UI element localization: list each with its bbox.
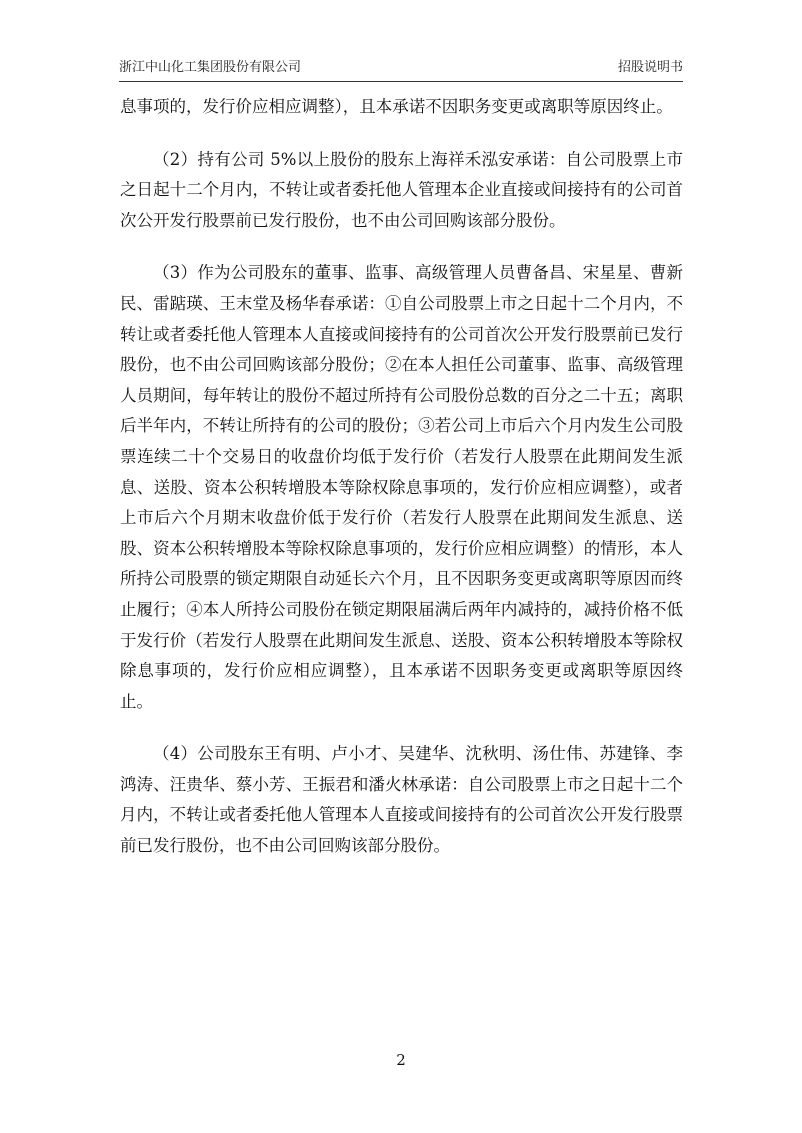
paragraph-commitment-3: （3）作为公司股东的董事、监事、高级管理人员曹备昌、宋星星、曹新民、雷踮瑛、王末堂及杨华春承诺：①自公司股票上市之日起十二个月内，不转让或者委托他人管理本人直接或间接持有的公司首次公开发行股票前已发行股份，也不由公司回购该部分股份；②在本人担任公司董事、监事、高级管理人员期间，每年转让的股份不超过所持有公司股份总数的百分之二十五；离职后半年内，不转让所持有的公司的股份；③若公司上市后六个月内发生公司股票连续二十个交易日的收盘价均低于发行价（若发行人股票在此期间发生派息、送股、资本公积转增股本等除权除息事项的，发行价应相应调整），或者上市后六个月期末收盘价低于发行价（若发行人股票在此期间发生派息、送股、资本公积转增股本等除权除息事项的，发行价应相应调整）的情形，本人所持公司股票的锁定期限自动延长六个月，且不因职务变更或离职等原因而终止履行；④本人所持公司股份在锁定期限届满后两年内减持的，减持价格不低于发行价（若发行人股票在此期间发生派息、送股、资本公积转增股本等除权除息事项的，发行价应相应调整），且本承诺不因职务变更或离职等原因终止。 <box>120 263 683 711</box>
header-company-name: 浙江中山化工集团股份有限公司 <box>119 60 302 75</box>
paragraph-commitment-2: （2）持有公司 5%以上股份的股东上海祥禾泓安承诺：自公司股票上市之日起十二个月内，不转让或者委托他人管理本企业直接或间接持有的公司首次公开发行股票前已发行股份，也不由公司回购该部分股份。 <box>120 149 683 230</box>
paragraph-continuation: 息事项的，发行价应相应调整），且本承诺不因职务变更或离职等原因终止。 <box>120 97 673 116</box>
header-document-type: 招股说明书 <box>617 60 683 75</box>
body-text <box>120 92 683 884</box>
header-divider <box>119 81 683 82</box>
page-number: 2 <box>396 1051 406 1069</box>
paragraph-commitment-4: （4）公司股东王有明、卢小才、吴建华、沈秋明、汤仕伟、苏建锋、李鸿涛、汪贵华、蔡小芳、王振君和潘火林承诺：自公司股票上市之日起十二个月内，不转让或者委托他人管理本人直接或间接持有的公司首次公开发行股票前已发行股份，也不由公司回购该部分股份。 <box>120 744 683 856</box>
page-header <box>119 58 683 78</box>
